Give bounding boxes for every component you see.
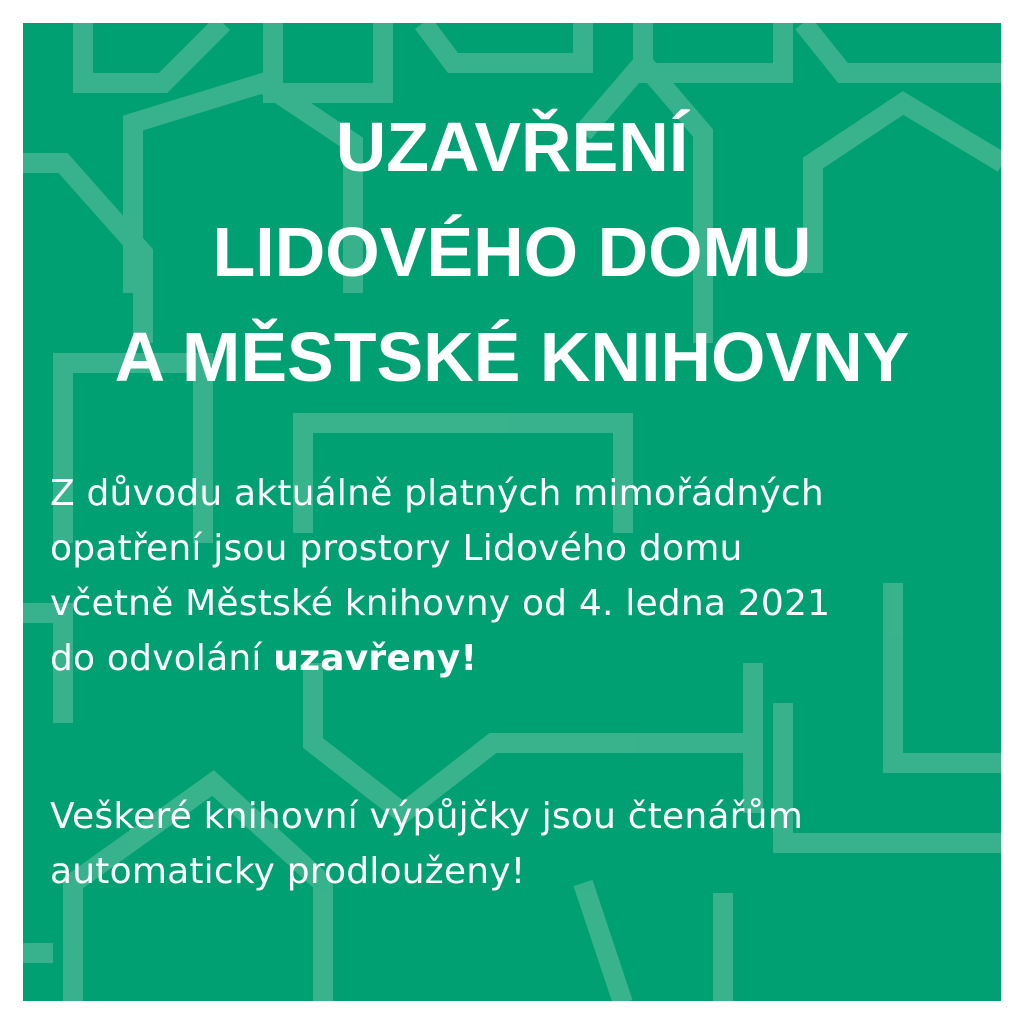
- title-line-1: UZAVŘENÍ: [335, 108, 689, 186]
- pattern-shape-4: [643, 23, 783, 73]
- pattern-shape-3: [423, 23, 583, 63]
- loans-line-2: automaticky prodlouženy!: [50, 851, 526, 892]
- title-line-2: LIDOVÉHO DOMU: [212, 213, 812, 291]
- page-title: [23, 95, 1001, 410]
- pattern-shape-5: [803, 23, 1001, 73]
- notice-line-4: [50, 631, 830, 686]
- loans-extended-text: [50, 789, 803, 899]
- loans-line-1: Veškeré knihovní výpůjčky jsou čtenářům: [50, 796, 803, 837]
- notice-line-4-prefix: do odvolání: [50, 638, 274, 679]
- pattern-shape-2: [273, 23, 383, 93]
- pattern-shape-19: [583, 883, 623, 1001]
- closure-notice-text: [50, 466, 830, 686]
- notice-line-1: Z důvodu aktuálně platných mimořádných: [50, 473, 824, 514]
- pattern-shape-16: [893, 583, 1001, 763]
- notice-poster: [23, 23, 1001, 1001]
- title-line-3: A MĚSTSKÉ KNIHOVNY: [114, 318, 910, 396]
- notice-line-3: včetně Městské knihovny od 4. ledna 2021: [50, 583, 831, 624]
- pattern-shape-1: [83, 23, 223, 83]
- notice-line-2: opatření jsou prostory Lidového domu: [50, 528, 743, 569]
- closed-emphasis: uzavřeny!: [273, 638, 478, 679]
